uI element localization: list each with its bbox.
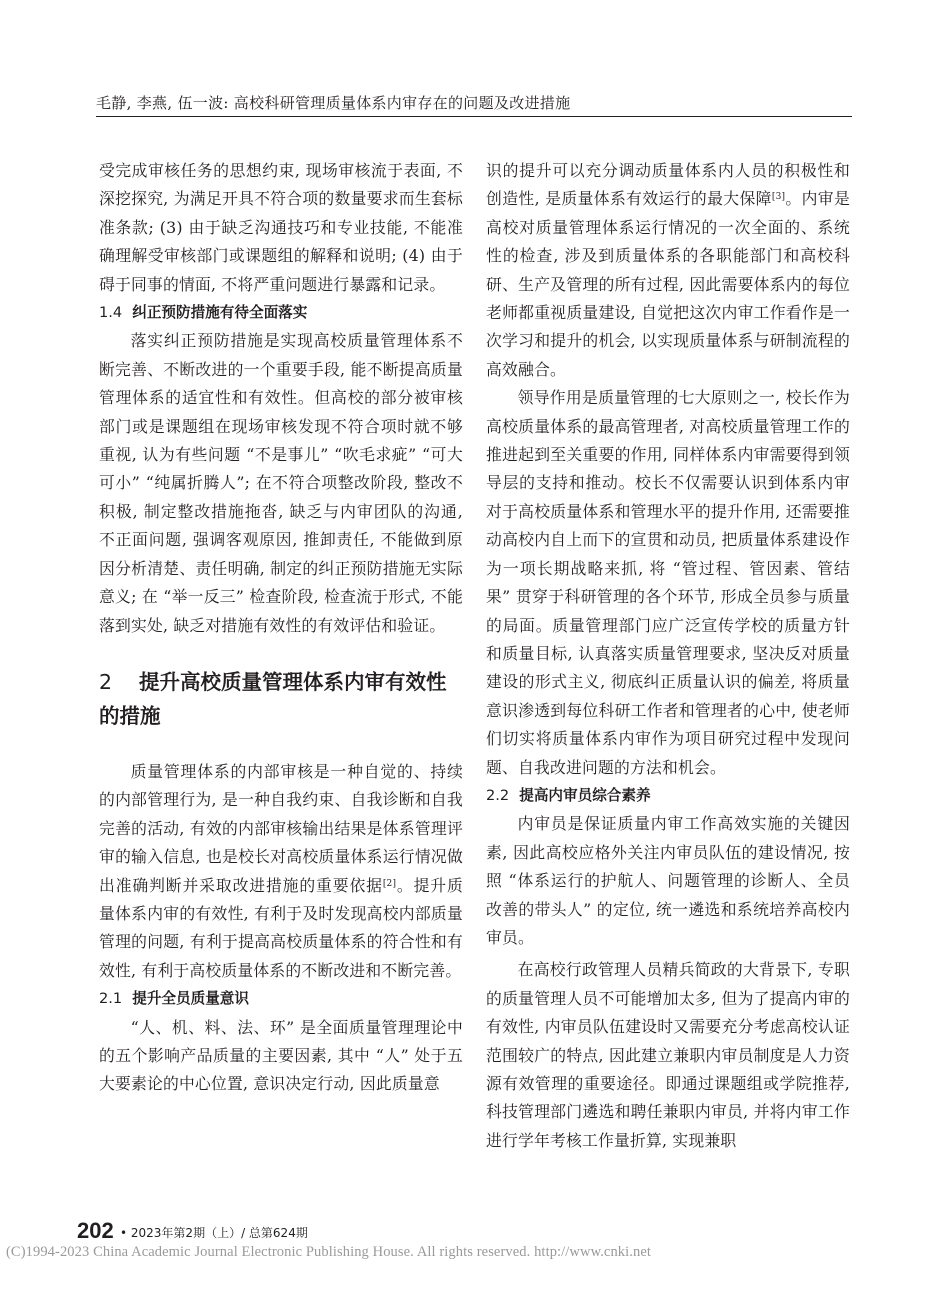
section-heading-2-1 [99,985,463,1013]
paragraph-text: 质量管理体系的内部审核是一种自觉的、持续的内部管理行为, 是一种自我约束、自我诊断和自我完善的活动, 有效的内部审核输出结果是体系管理评审的输入信息, 也是校长对高校质量体系运行情况做出准确判断并采取改进措施的重要依据 [99,761,463,895]
paragraph-1-4: 落实纠正预防措施是实现高校质量管理体系不断完善、不断改进的一个重要手段, 能不断提高质量管理体系的适宜性和有效性。但高校的部分被审核部门或是课题组在现场审核发现不符合项时就不够重视, 认为有些问题 “不是事儿” “吹毛求疵” “可大可小” “纯属折腾人”; 在不符合项整改阶段, 整改不积极, 制定整改措施拖沓, 缺乏与内审团队的沟通, 不正面问题, 强调客观原因, 推卸责任, 不能做到原因分析清楚、责任明确, 制定的纠正预防措施无实际意义; 在 “举一反三” 检查阶段, 检查流于形式, 不能落到实处, 缺乏对措施有效性的有效评估和验证。 [99,331,463,635]
section-number: 1.4 [99,304,123,322]
paragraph-continued: 受完成审核任务的思想约束, 现场审核流于表面, 不深挖探究, 为满足开具不符合项的数量要求而生套标准条款; (3) 由于缺乏沟通技巧和专业技能, 不能准确理解受审核部门或课题组的解释和说明; (4) 由于碍于同事的情面, 不将严重问题进行暴露和记录。 [99,161,463,294]
section-number: 2.1 [99,990,123,1008]
paragraph-text: 。内审是高校对质量管理体系运行情况的一次全面的、系统性的检查, 涉及到质量体系的各职能部门和高校科研、生产及管理的所有过程, 因此需要体系内的每位老师都重视质量建设, 自觉把这次内审工作看作是一次学习和提升的机会, 以实现质量体系与研制流程的高效融合。 [486,189,850,379]
paragraph-2-intro [99,758,463,985]
citation-ref: [3] [771,192,786,203]
citation-ref: [2] [382,878,397,889]
section-title: 提高内审员综合素养 [519,786,651,804]
section-heading-2-2 [486,782,850,810]
paragraph-2-2a: 内审员是保证质量内审工作高效实施的关键因素, 因此高校应格外关注内审员队伍的建设情况, 按照 “体系运行的护航人、问题管理的诊断人、全员改善的带头人” 的定位, 统一遴选和系统培养高校内审员。 [486,814,850,947]
copyright-notice: (C)1994-2023 China Academic Journal Electronic Publishing House. All rights reserved. http://www.cnki.net [6,1244,652,1260]
paragraph-leadership: 领导作用是质量管理的七大原则之一, 校长作为高校质量体系的最高管理者, 对高校质量管理工作的推进起到至关重要的作用, 同样体系内审需要得到领导层的支持和推动。校长不仅需要认识到体系内审对于高校质量体系和管理水平的提升作用, 还需要推动高校内自上而下的宣贯和动员, 把质量体系建设作为一项长期战略来抓, 将 “管过程、管因素、管结果” 贯穿于科研管理的各个环节, 形成全员参与质量的局面。质量管理部门应广泛宣传学校的质量方针和质量目标, 认真落实质量管理要求, 坚决反对质量建设的形式主义, 彻底纠正质量认识的偏差, 将质量意识渗透到每位科研工作者和管理者的心中, 使老师们切实将质量体系内审作为项目研究过程中发现问题、自我改进问题的方法和机会。 [486,388,850,777]
paragraph-2-2b: 在高校行政管理人员精兵简政的大背景下, 专职的质量管理人员不可能增加太多, 但为了提高内审的有效性, 内审员队伍建设时又需要充分考虑高校认证范围较广的特点, 因此建立兼职内审员制度是人力资源有效管理的重要途径。即通过课题组或学院推荐, 科技管理部门遴选和聘任兼职内审员, 并将内审工作进行学年考核工作量折算, 实现兼职 [486,960,850,1150]
running-header: 毛静, 李燕, 伍一波: 高校科研管理质量体系内审存在的问题及改进措施 [96,94,571,112]
section-title: 提升全员质量意识 [132,990,249,1008]
section-number: 2 [99,669,113,694]
left-column [99,157,463,1099]
paragraph-2-1: “人、机、料、法、环” 是全面质量管理理论中的五个影响产品质量的主要因素, 其中 “人” 处于五大要素论的中心位置, 意识决定行动, 因此质量意 [99,1017,463,1094]
section-title: 提升高校质量管理体系内审有效性的措施 [99,669,447,728]
section-number: 2.2 [486,786,510,804]
section-title: 纠正预防措施有待全面落实 [132,304,308,322]
right-column [486,157,850,1155]
page-number: 202 [77,1218,114,1243]
paragraph-2-1-continued [486,157,850,384]
issue-info: • 2023年第2期（上）/ 总第624期 [120,1226,308,1240]
paragraph-text: 识的提升可以充分调动质量体系内人员的积极性和创造性, 是质量体系有效运行的最大保障 [486,161,850,209]
section-heading-2 [99,665,463,733]
header-rule [96,116,852,117]
paragraph-text: 。提升质量体系内审的有效性, 有利于及时发现高校内部质量管理的问题, 有利于提高高校质量体系的符合性和有效性, 有利于高校质量体系的不断改进和不断完善。 [99,875,463,980]
section-heading-1-4 [99,299,463,327]
